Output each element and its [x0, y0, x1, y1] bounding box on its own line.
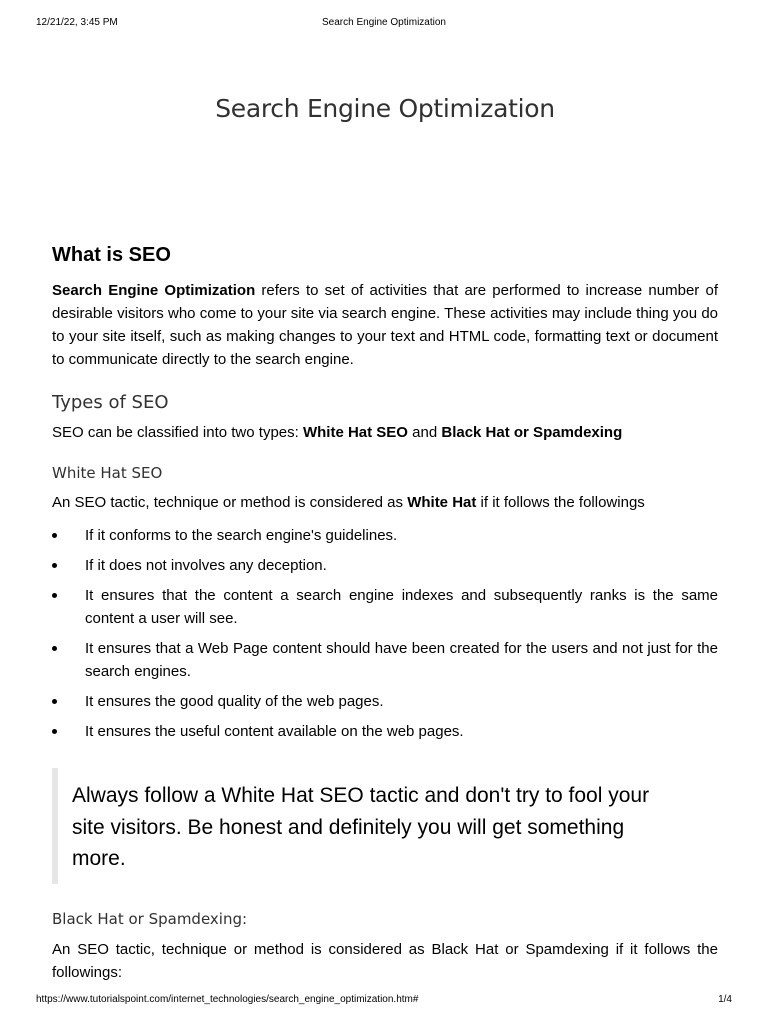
white-hat-paragraph	[52, 491, 718, 514]
types-of-seo-heading: Types of SEO	[52, 392, 169, 413]
list-item	[52, 554, 718, 577]
types-of-seo-paragraph	[52, 421, 718, 444]
list-item-text: If it conforms to the search engine's guidelines.	[85, 527, 398, 544]
list-item-text: It ensures that the content a search engine indexes and subsequently ranks is the same content a user will see.	[85, 587, 718, 627]
types-bold-black-hat: Black Hat or Spamdexing	[441, 424, 623, 441]
list-item-text: It ensures that a Web Page content should have been created for the users and not just for the search engines.	[85, 640, 718, 680]
print-header	[36, 17, 732, 31]
bullet-icon	[52, 699, 57, 704]
blockquote	[52, 768, 718, 884]
white-hat-heading: White Hat SEO	[52, 464, 163, 482]
types-bold-white-hat: White Hat SEO	[302, 424, 408, 441]
print-title: Search Engine Optimization	[322, 17, 446, 28]
black-hat-heading: Black Hat or Spamdexing:	[52, 910, 248, 928]
print-timestamp: 12/21/22, 3:45 PM	[36, 17, 118, 28]
list-item-text: If it does not involves any deception.	[85, 557, 327, 574]
bullet-icon	[52, 563, 57, 568]
print-url: https://www.tutorialspoint.com/internet_technologies/search_engine_optimization.htm#	[36, 994, 419, 1005]
bullet-icon	[52, 533, 57, 538]
bullet-icon	[52, 646, 57, 651]
list-item	[52, 524, 718, 547]
list-item	[52, 584, 718, 630]
seo-intro-text: refers to set of activities that are performed to increase number of desirable visitors who come to your site via search engine. These activities may include thing you do to your site itself, such as making changes to your text and HTML code, formatting text or document to communicate directly to the search engine.	[52, 282, 718, 368]
black-hat-paragraph: An SEO tactic, technique or method is considered as Black Hat or Spamdexing if it follows the followings:	[52, 941, 718, 981]
white-hat-text-1: An SEO tactic, technique or method is considered as	[52, 494, 408, 511]
list-item-text: It ensures the useful content available on the web pages.	[85, 723, 464, 740]
list-item	[52, 690, 718, 713]
white-hat-text-2: if it follows the followings	[476, 494, 645, 511]
list-item	[52, 720, 718, 743]
print-footer	[36, 994, 732, 1008]
bullet-icon	[52, 729, 57, 734]
list-item	[52, 637, 718, 683]
what-is-seo-heading: What is SEO	[52, 244, 171, 266]
page-title: Search Engine Optimization	[215, 94, 555, 123]
seo-intro-bold: Search Engine Optimization	[52, 282, 256, 299]
types-text-2: and	[407, 424, 442, 441]
print-page-number: 1/4	[718, 994, 732, 1005]
list-item-text: It ensures the good quality of the web pages.	[85, 693, 384, 710]
seo-intro-paragraph	[52, 279, 718, 371]
white-hat-bold: White Hat	[407, 494, 477, 511]
bullet-icon	[52, 593, 57, 598]
types-text-1: SEO can be classified into two types:	[52, 424, 303, 441]
white-hat-list	[52, 524, 718, 750]
quote-text: Always follow a White Hat SEO tactic and don't try to fool your site visitors. Be honest and definitely you will get something more.	[72, 784, 650, 870]
